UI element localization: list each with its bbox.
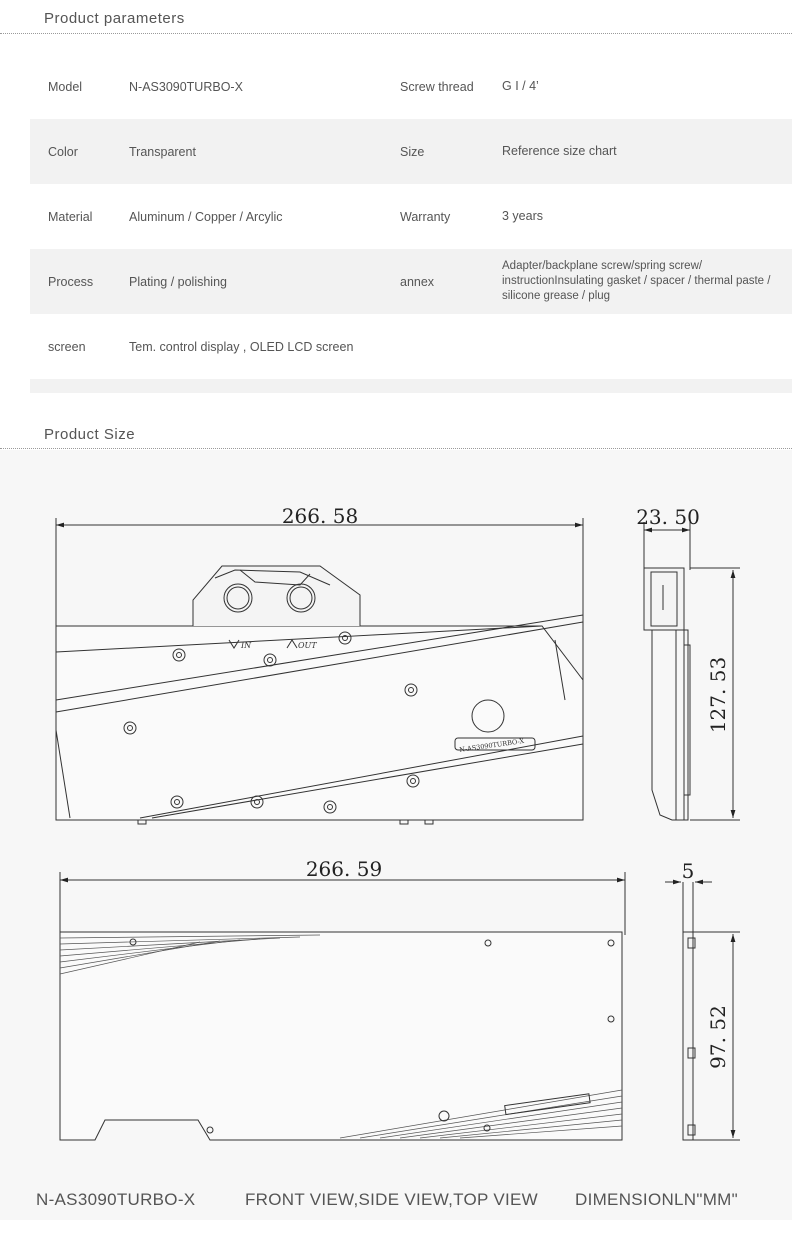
param-label: annex — [400, 274, 435, 289]
backplate-view — [60, 872, 740, 1140]
param-value: 3 years — [502, 209, 543, 223]
backplate-side — [683, 932, 693, 1140]
side-terminal — [644, 568, 684, 630]
product-size-title: Product Size — [44, 426, 136, 443]
param-label: Screw thread — [400, 79, 474, 94]
out-label: OUT — [298, 641, 317, 650]
product-parameters-title: Product parameters — [44, 10, 185, 27]
footer-model: N-AS3090TURBO-X — [36, 1190, 196, 1209]
in-label: IN — [241, 641, 252, 650]
param-value: Reference size chart — [502, 144, 617, 158]
param-value: Tem. control display , OLED LCD screen — [129, 339, 354, 354]
param-value: Aluminum / Copper / Arcylic — [129, 209, 283, 224]
param-label: Material — [48, 209, 93, 224]
param-value: Plating / polishing — [129, 274, 227, 289]
front-block-outline — [56, 626, 583, 820]
param-label: Model — [48, 79, 83, 94]
front-width-label: 266. 58 — [281, 504, 359, 528]
param-value: Adapter/backplane screw/spring screw/ instructionInsulating gasket / spacer / thermal paste / silicone grease / plug — [502, 260, 771, 302]
param-value: N-AS3090TURBO-X — [129, 79, 243, 94]
footer-unit: DIMENSIONLN"MM" — [575, 1190, 738, 1209]
param-label: Process — [48, 274, 94, 289]
plate-model-label: N-AS3090TURBO-X — [458, 736, 525, 754]
param-label: Warranty — [400, 209, 451, 224]
param-label: Size — [400, 144, 425, 159]
back-height-label: 97. 52 — [706, 1005, 730, 1069]
front-height-label: 127. 53 — [706, 656, 730, 734]
back-width-label: 266. 59 — [305, 857, 383, 881]
backplate-outline — [60, 932, 622, 1140]
param-label: Color — [48, 144, 78, 159]
param-value: Transparent — [129, 144, 196, 159]
terminal-block — [193, 566, 360, 626]
side-thickness-label: 23. 50 — [636, 505, 700, 529]
footer-views: FRONT VIEW,SIDE VIEW,TOP VIEW — [245, 1190, 539, 1209]
front-view — [56, 518, 583, 824]
param-label: screen — [48, 339, 86, 354]
back-thickness-label: 5 — [681, 859, 695, 883]
param-value: G I / 4’ — [502, 79, 539, 93]
